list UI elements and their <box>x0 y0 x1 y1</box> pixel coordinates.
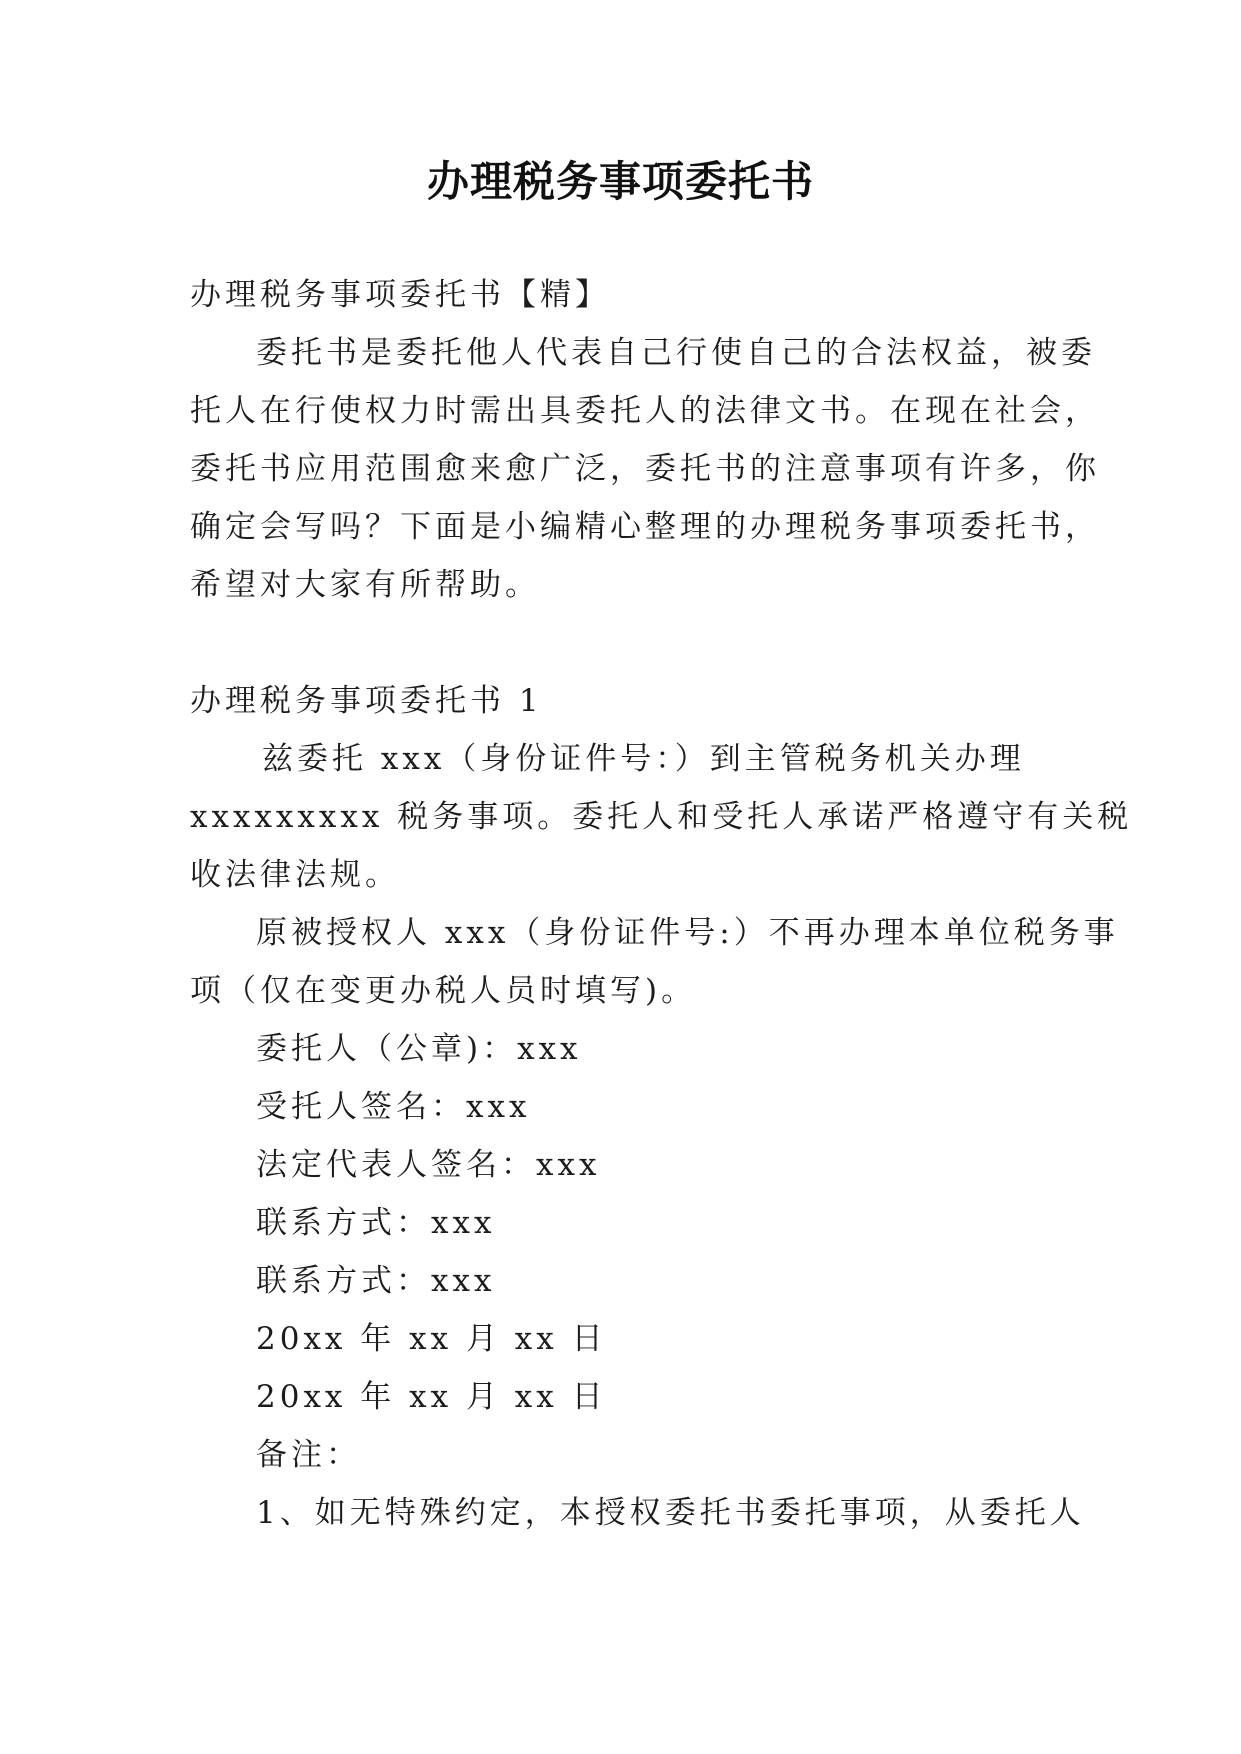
body-paragraph-line: 项（仅在变更办税人员时填写)。 <box>190 973 697 1009</box>
body-paragraph-line: 兹委托 xxx（身份证件号：）到主管税务机关办理 <box>262 741 1025 777</box>
signature-field-principal: 委托人（公章)：xxx <box>256 1031 582 1067</box>
remarks-heading: 备注： <box>256 1437 361 1473</box>
date-field: 20xx 年 xx 月 xx 日 <box>256 1379 607 1415</box>
document-title: 办理税务事项委托书 <box>426 157 814 206</box>
subtitle-line: 办理税务事项委托书【精】 <box>190 277 610 313</box>
intro-paragraph-line: 委托书是委托他人代表自己行使自己的合法权益，被委 <box>256 335 1096 371</box>
remarks-item: 1、如无特殊约定，本授权委托书委托事项，从委托人 <box>256 1495 1085 1531</box>
body-paragraph-line: xxxxxxxxx 税务事项。委托人和受托人承诺严格遵守有关税 <box>190 799 1133 835</box>
intro-paragraph-line: 托人在行使权力时需出具委托人的法律文书。在现在社会， <box>190 393 1100 429</box>
date-field: 20xx 年 xx 月 xx 日 <box>256 1321 607 1357</box>
signature-field-agent: 受托人签名：xxx <box>256 1089 531 1125</box>
intro-paragraph-line: 确定会写吗？下面是小编精心整理的办理税务事项委托书， <box>190 509 1100 545</box>
intro-paragraph-line: 希望对大家有所帮助。 <box>190 567 540 603</box>
intro-paragraph-line: 委托书应用范围愈来愈广泛，委托书的注意事项有许多，你 <box>190 451 1100 487</box>
contact-field: 联系方式：xxx <box>256 1205 496 1241</box>
body-paragraph-line: 收法律法规。 <box>190 857 400 893</box>
section-heading: 办理税务事项委托书 1 <box>190 683 543 719</box>
contact-field: 联系方式：xxx <box>256 1263 496 1299</box>
signature-field-legal-rep: 法定代表人签名：xxx <box>256 1147 601 1183</box>
body-paragraph-line: 原被授权人 xxx（身份证件号:）不再办理本单位税务事 <box>256 915 1119 951</box>
